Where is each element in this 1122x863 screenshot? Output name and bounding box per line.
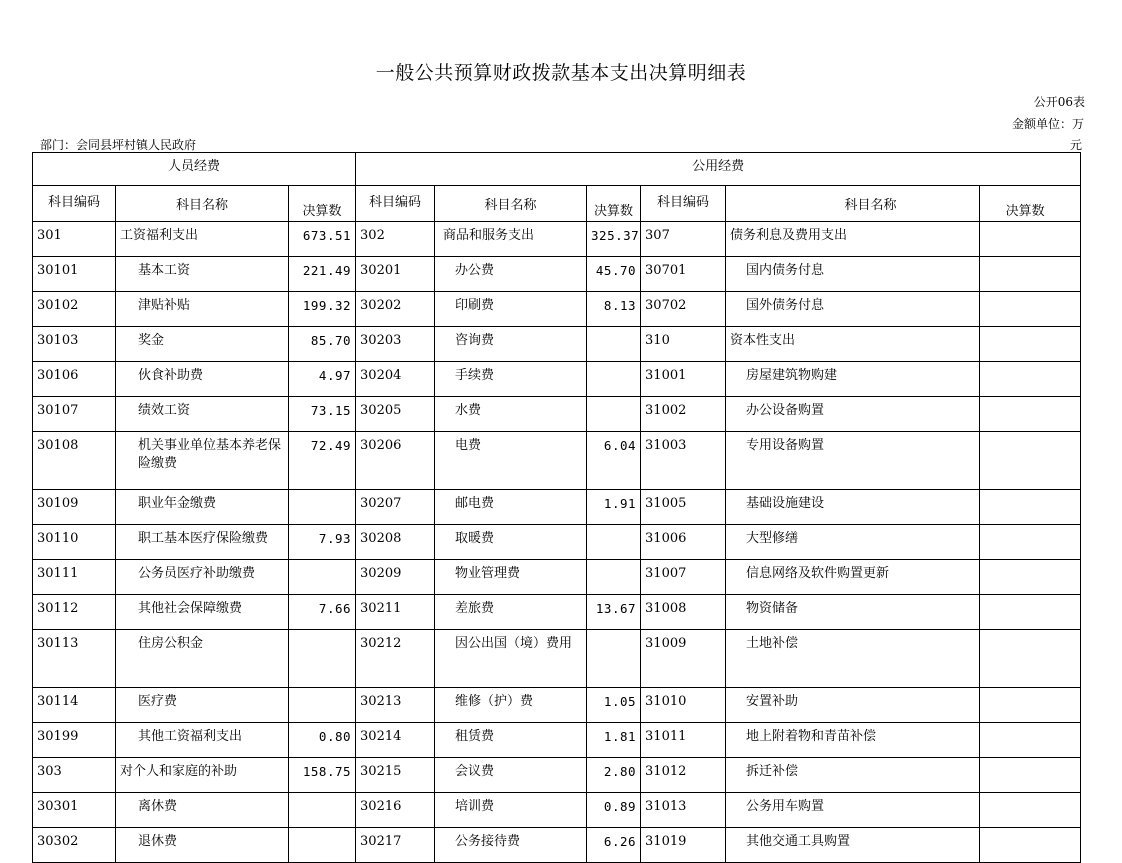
name-cell: 办公设备购置 [726,397,980,432]
name-cell: 绩效工资 [116,397,289,432]
amount-cell [289,560,356,595]
name-cell: 取暖费 [435,525,587,560]
amount-cell: 325.37 [587,222,641,257]
code-header: 科目编码 [641,186,726,222]
name-cell: 国外债务付息 [726,292,980,327]
amount-cell [980,688,1081,723]
name-cell: 水费 [435,397,587,432]
table-row [33,793,1081,828]
name-cell: 公务员医疗补助缴费 [116,560,289,595]
code-cell: 30199 [33,723,116,758]
amount-cell [289,793,356,828]
code-cell: 31012 [641,758,726,793]
name-cell: 机关事业单位基本养老保险缴费 [116,432,289,490]
name-cell: 信息网络及软件购置更新 [726,560,980,595]
code-cell: 30217 [356,828,435,863]
name-cell: 伙食补助费 [116,362,289,397]
code-cell: 30103 [33,327,116,362]
name-cell: 对个人和家庭的补助 [116,758,289,793]
name-cell: 公务接待费 [435,828,587,863]
code-cell: 30110 [33,525,116,560]
name-cell: 手续费 [435,362,587,397]
code-cell: 30213 [356,688,435,723]
table-row [33,362,1081,397]
page-title: 一般公共预算财政拨款基本支出决算明细表 [375,62,747,84]
code-cell: 30107 [33,397,116,432]
amount-cell [289,630,356,688]
name-cell: 职工基本医疗保险缴费 [116,525,289,560]
amount-cell: 4.97 [289,362,356,397]
amount-cell [980,222,1081,257]
code-cell: 31007 [641,560,726,595]
amount-cell [587,327,641,362]
code-cell: 31006 [641,525,726,560]
code-cell: 31008 [641,595,726,630]
amount-cell: 45.70 [587,257,641,292]
name-cell: 印刷费 [435,292,587,327]
code-cell: 30214 [356,723,435,758]
amount-cell [587,630,641,688]
table-row [33,525,1081,560]
name-cell: 离休费 [116,793,289,828]
amount-cell [289,828,356,863]
amount-cell [980,630,1081,688]
name-cell: 物业管理费 [435,560,587,595]
name-cell: 地上附着物和青苗补偿 [726,723,980,758]
code-cell: 30201 [356,257,435,292]
name-cell: 住房公积金 [116,630,289,688]
name-cell: 资本性支出 [726,327,980,362]
table-row [33,397,1081,432]
table-row [33,432,1081,490]
table-row [33,222,1081,257]
code-cell: 30301 [33,793,116,828]
amount-cell [980,758,1081,793]
amount-cell [980,828,1081,863]
code-cell: 302 [356,222,435,257]
form-code: 公开06表 [1033,95,1085,109]
code-cell: 31005 [641,490,726,525]
amount-cell: 13.67 [587,595,641,630]
name-cell: 会议费 [435,758,587,793]
amount-cell: 221.49 [289,257,356,292]
name-cell: 拆迁补偿 [726,758,980,793]
code-cell: 30212 [356,630,435,688]
amount-cell [980,595,1081,630]
name-header: 科目名称 [435,186,587,222]
name-cell: 办公费 [435,257,587,292]
table-row [33,257,1081,292]
code-cell: 30111 [33,560,116,595]
name-cell: 债务利息及费用支出 [726,222,980,257]
amount-cell [587,397,641,432]
code-cell: 31002 [641,397,726,432]
amount-cell [980,723,1081,758]
amount-cell: 199.32 [289,292,356,327]
name-cell: 维修（护）费 [435,688,587,723]
code-cell: 31011 [641,723,726,758]
name-cell: 公务用车购置 [726,793,980,828]
table-row [33,758,1081,793]
amount-cell: 0.80 [289,723,356,758]
name-cell: 因公出国（境）费用 [435,630,587,688]
amount-cell [980,432,1081,490]
unit-label: 金额单位：万 [1011,117,1084,131]
code-cell: 301 [33,222,116,257]
amount-cell [980,327,1081,362]
amount-cell: 7.93 [289,525,356,560]
code-cell: 31009 [641,630,726,688]
code-cell: 30701 [641,257,726,292]
code-cell: 30114 [33,688,116,723]
amount-cell [980,292,1081,327]
table-row [33,723,1081,758]
code-cell: 30207 [356,490,435,525]
name-cell: 电费 [435,432,587,490]
code-cell: 31013 [641,793,726,828]
code-cell: 30102 [33,292,116,327]
name-cell: 国内债务付息 [726,257,980,292]
public-group-header: 公用经费 [356,153,1081,186]
code-cell: 303 [33,758,116,793]
name-cell: 租赁费 [435,723,587,758]
code-cell: 30113 [33,630,116,688]
amount-header: 决算数 [289,186,356,222]
table-row [33,828,1081,863]
amount-cell [980,397,1081,432]
amount-cell: 73.15 [289,397,356,432]
code-cell: 30108 [33,432,116,490]
amount-cell: 7.66 [289,595,356,630]
amount-cell: 0.89 [587,793,641,828]
amount-cell: 8.13 [587,292,641,327]
name-cell: 职业年金缴费 [116,490,289,525]
code-cell: 31003 [641,432,726,490]
code-cell: 30112 [33,595,116,630]
amount-cell: 1.81 [587,723,641,758]
table-row [33,327,1081,362]
amount-cell: 158.75 [289,758,356,793]
name-cell: 医疗费 [116,688,289,723]
code-cell: 31001 [641,362,726,397]
department-label: 部门：会同县坪村镇人民政府 [40,138,197,152]
name-cell: 奖金 [116,327,289,362]
name-cell: 基础设施建设 [726,490,980,525]
code-cell: 30302 [33,828,116,863]
code-cell: 30211 [356,595,435,630]
code-cell: 30106 [33,362,116,397]
amount-cell: 6.04 [587,432,641,490]
name-cell: 邮电费 [435,490,587,525]
amount-cell [980,560,1081,595]
personnel-group-header: 人员经费 [33,153,356,186]
code-cell: 30202 [356,292,435,327]
code-cell: 31010 [641,688,726,723]
code-cell: 30208 [356,525,435,560]
amount-cell [587,560,641,595]
code-cell: 30101 [33,257,116,292]
name-cell: 其他工资福利支出 [116,723,289,758]
amount-header: 决算数 [980,186,1081,222]
name-cell: 物资储备 [726,595,980,630]
name-cell: 其他社会保障缴费 [116,595,289,630]
amount-cell: 1.91 [587,490,641,525]
code-cell: 30702 [641,292,726,327]
name-cell: 大型修缮 [726,525,980,560]
code-cell: 30205 [356,397,435,432]
amount-cell [289,688,356,723]
code-header: 科目编码 [33,186,116,222]
name-cell: 其他交通工具购置 [726,828,980,863]
amount-cell [980,525,1081,560]
budget-detail-table [32,152,1080,863]
name-cell: 土地补偿 [726,630,980,688]
amount-cell: 85.70 [289,327,356,362]
code-cell: 30209 [356,560,435,595]
code-cell: 30203 [356,327,435,362]
code-cell: 30216 [356,793,435,828]
table-row [33,630,1081,688]
code-cell: 30204 [356,362,435,397]
name-cell: 基本工资 [116,257,289,292]
table-row [33,595,1081,630]
amount-cell: 2.80 [587,758,641,793]
name-cell: 工资福利支出 [116,222,289,257]
amount-cell [587,525,641,560]
amount-cell [980,490,1081,525]
name-cell: 津贴补贴 [116,292,289,327]
name-cell: 房屋建筑物购建 [726,362,980,397]
code-cell: 310 [641,327,726,362]
code-header: 科目编码 [356,186,435,222]
name-cell: 安置补助 [726,688,980,723]
name-cell: 退休费 [116,828,289,863]
table-row [33,490,1081,525]
code-cell: 30215 [356,758,435,793]
code-cell: 30206 [356,432,435,490]
amount-cell [980,793,1081,828]
code-cell: 31019 [641,828,726,863]
amount-cell [980,362,1081,397]
name-cell: 差旅费 [435,595,587,630]
unit-label-suffix: 元 [1069,138,1082,152]
name-cell: 专用设备购置 [726,432,980,490]
amount-cell [980,257,1081,292]
table-row [33,560,1081,595]
amount-cell [587,362,641,397]
name-header: 科目名称 [116,186,289,222]
table-row [33,292,1081,327]
amount-cell: 1.05 [587,688,641,723]
code-cell: 307 [641,222,726,257]
amount-cell: 673.51 [289,222,356,257]
amount-cell [289,490,356,525]
name-cell: 培训费 [435,793,587,828]
table-row [33,688,1081,723]
name-header: 科目名称 [726,186,980,222]
amount-cell: 72.49 [289,432,356,490]
amount-cell: 6.26 [587,828,641,863]
name-cell: 商品和服务支出 [435,222,587,257]
name-cell: 咨询费 [435,327,587,362]
amount-header: 决算数 [587,186,641,222]
code-cell: 30109 [33,490,116,525]
